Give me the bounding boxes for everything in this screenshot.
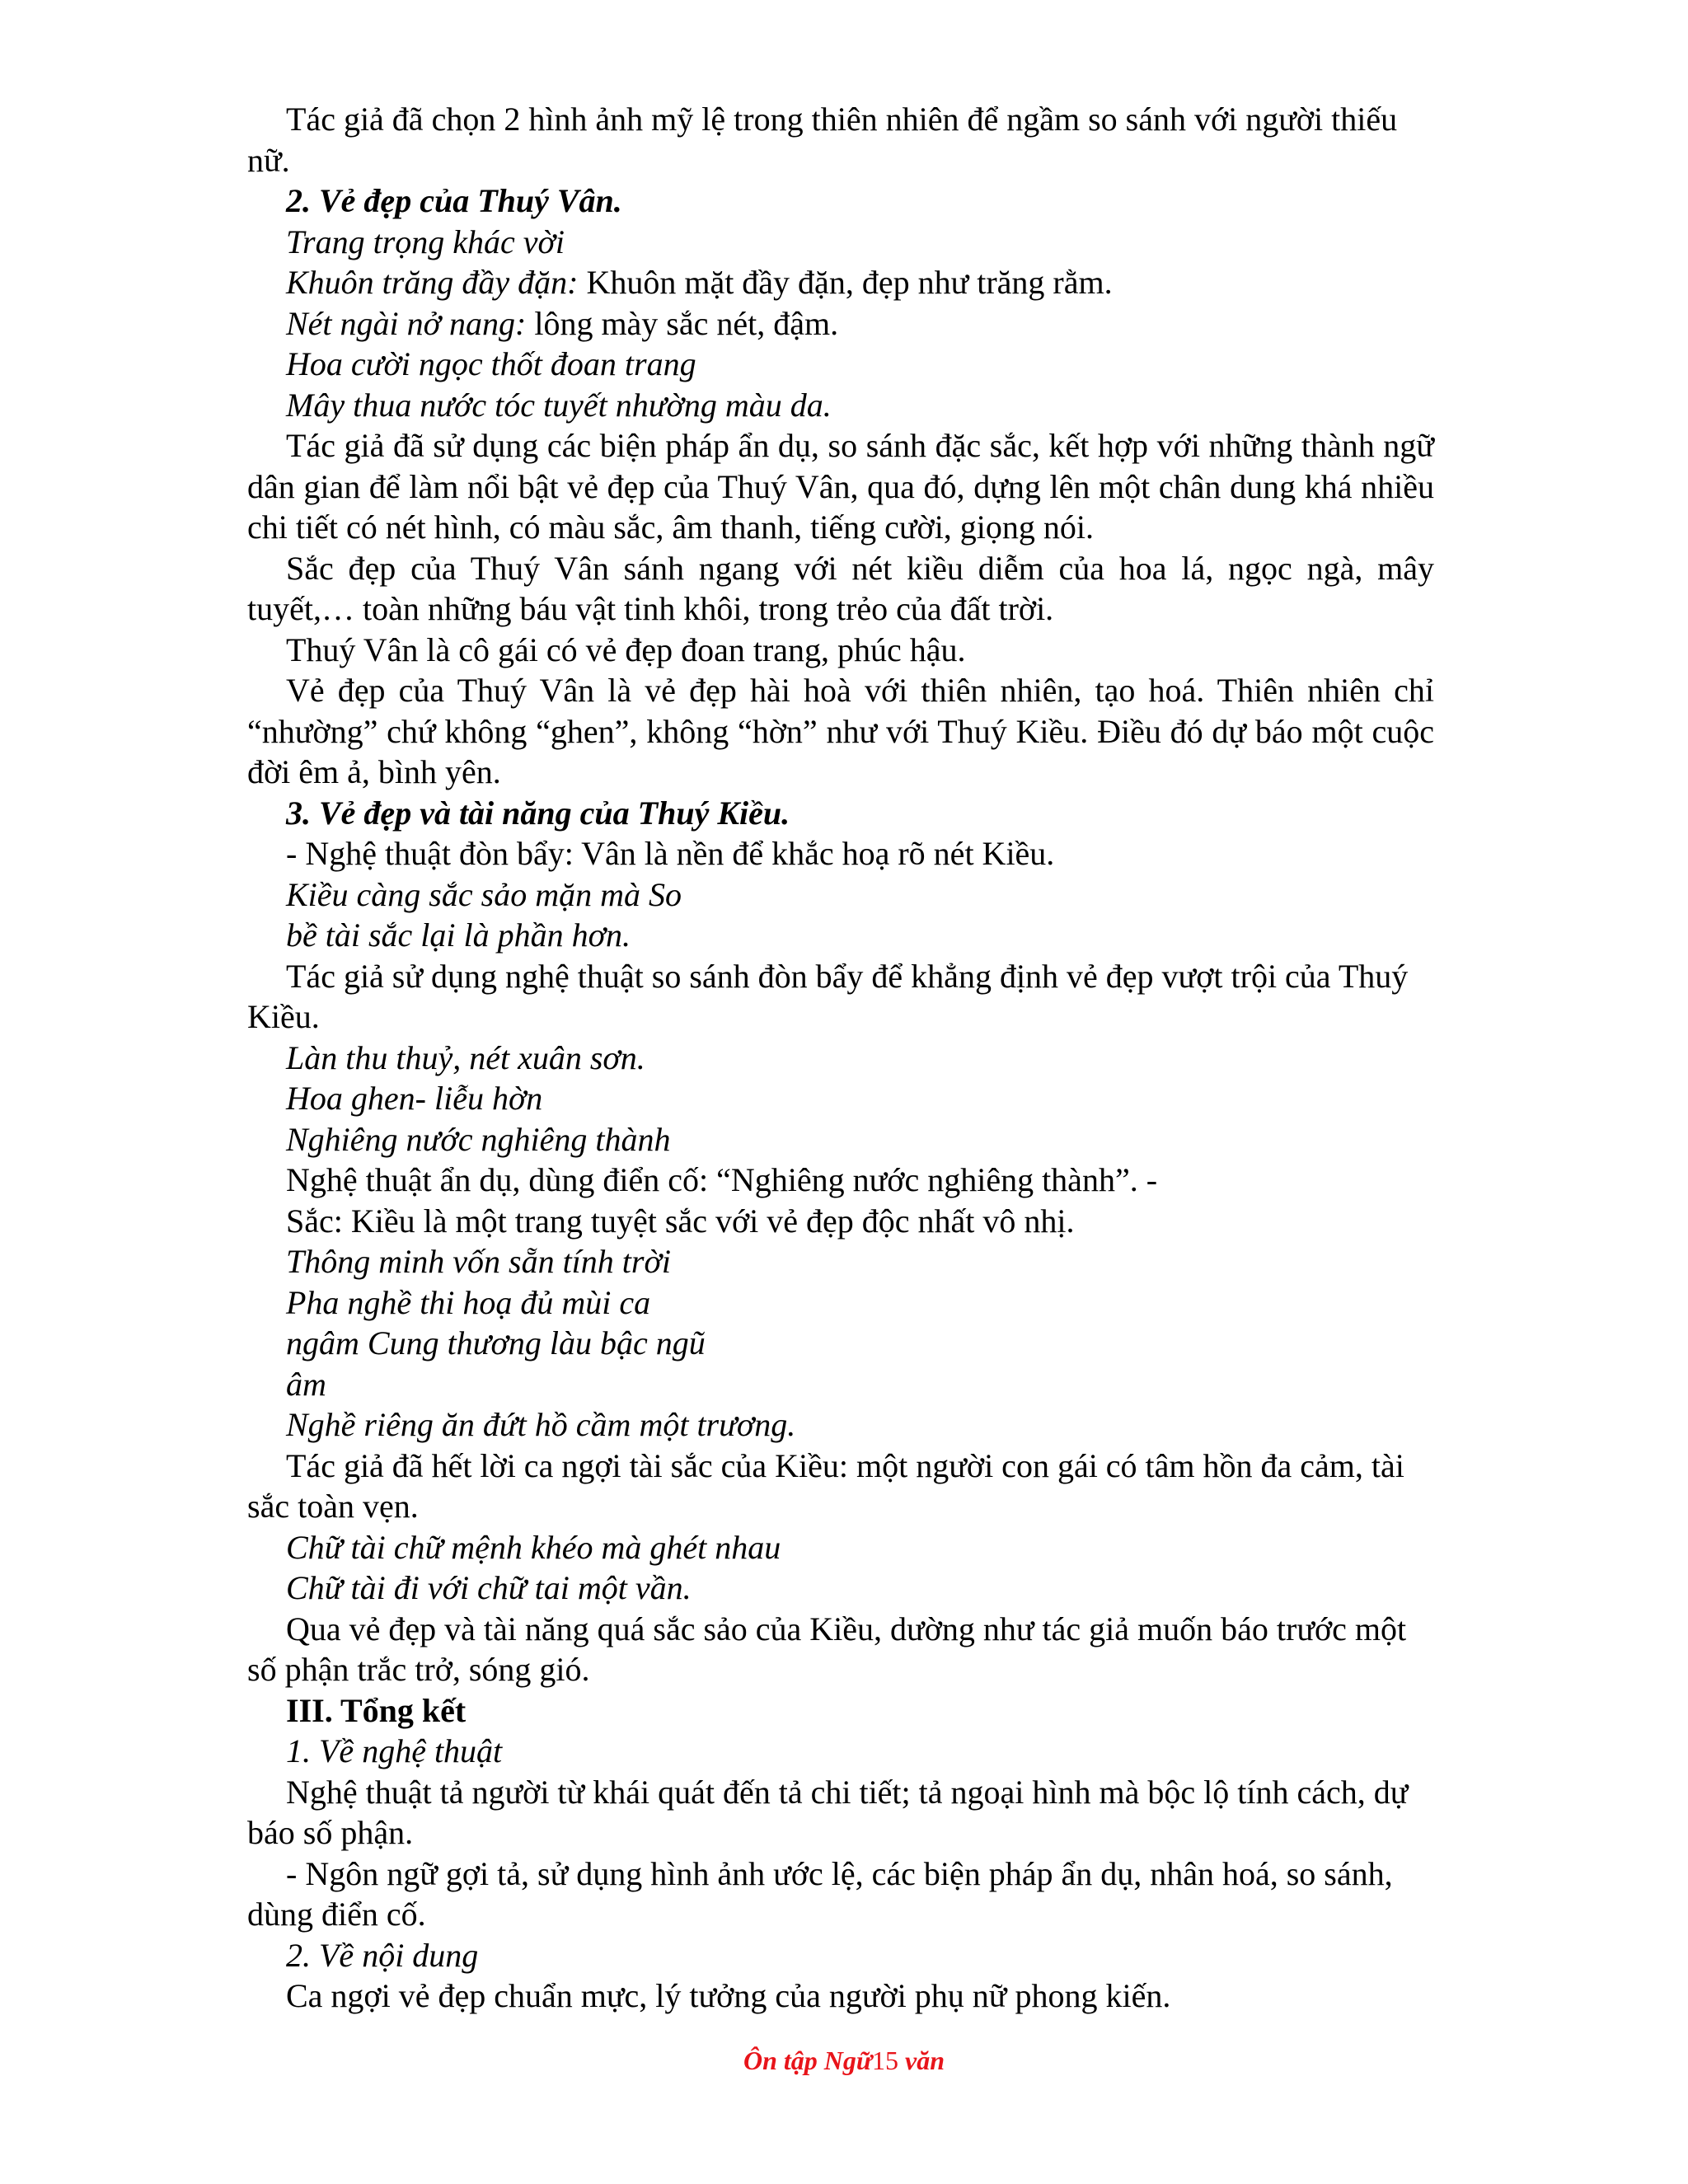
paragraph: Tác giả đã sử dụng các biện pháp ẩn dụ, so sánh đặc sắc, kết hợp với những thành ngữ dân gian để làm nổi bật vẻ đẹp của Thuý Vân, qua đó, dựng lên một chân dung khá nhiều chi tiết có nét hình, có màu sắc, âm thanh, tiếng cười, giọng nói. <box>247 427 1434 546</box>
verse-explanation: Khuôn mặt đầy đặn, đẹp như trăng rằm. <box>578 264 1113 301</box>
verse-fragment: Nét ngài nở nang: <box>286 304 527 342</box>
page-footer <box>0 2044 1688 2077</box>
verse-fragment: Khuôn trăng đầy đặn: <box>286 264 579 301</box>
paragraph: Tác giả đã hết lời ca ngợi tài sắc của Kiều: một người con gái có tâm hồn đa cảm, tài sắc toàn vẹn. <box>247 1446 1404 1525</box>
paragraph: Tác giả đã chọn 2 hình ảnh mỹ lệ trong thiên nhiên để ngầm so sánh với người thiếu nữ. <box>247 101 1398 179</box>
paragraph: Sắc: Kiều là một trang tuyệt sắc với vẻ đẹp độc nhất vô nhị. <box>286 1202 1075 1240</box>
paragraph: Qua vẻ đẹp và tài năng quá sắc sảo của Kiều, dường như tác giả muốn báo trước một số phận trắc trở, sóng gió. <box>247 1610 1407 1688</box>
verse-line: Thông minh vốn sẵn tính trời <box>286 1243 671 1280</box>
paragraph: Vẻ đẹp của Thuý Vân là vẻ đẹp hài hoà với thiên nhiên, tạo hoá. Thiên nhiên chỉ “nhường” chứ không “ghen”, không “hờn” như với Thuý Kiều. Điều đó dự báo một cuộc đời êm ả, bình yên. <box>247 672 1434 790</box>
verse-line: Pha nghề thi hoạ đủ mùi ca <box>286 1283 651 1321</box>
paragraph: Ca ngợi vẻ đẹp chuẩn mực, lý tưởng của người phụ nữ phong kiến. <box>286 1977 1171 2014</box>
footer-title-left: Ôn tập Ngữ <box>743 2046 873 2075</box>
paragraph: Tác giả sử dụng nghệ thuật so sánh đòn bẩy để khẳng định vẻ đẹp vượt trội của Thuý Kiều. <box>247 957 1409 1035</box>
verse-explanation: lông mày sắc nét, đậm. <box>526 304 839 342</box>
subsection-heading-content: 2. Về nội dung <box>286 1936 479 1974</box>
paragraph: - Ngôn ngữ gợi tả, sử dụng hình ảnh ước lệ, các biện pháp ẩn dụ, nhân hoá, so sánh, dùng điển cố. <box>247 1854 1393 1933</box>
verse-line: Nghiêng nước nghiêng thành <box>286 1120 671 1158</box>
page-number: 15 <box>872 2046 899 2075</box>
verse-line: âm <box>286 1365 326 1403</box>
paragraph: Nghệ thuật tả người từ khái quát đến tả chi tiết; tả ngoại hình mà bộc lộ tính cách, dự báo số phận. <box>247 1773 1409 1851</box>
section-heading-summary: III. Tổng kết <box>286 1691 467 1729</box>
section-heading-thuy-kieu: 3. Vẻ đẹp và tài năng của Thuý Kiều. <box>286 794 790 832</box>
verse-line: Nghề riêng ăn đứt hồ cầm một trương. <box>286 1406 796 1443</box>
paragraph: - Nghệ thuật đòn bẩy: Vân là nền để khắc hoạ rõ nét Kiều. <box>286 835 1055 872</box>
paragraph: Nghệ thuật ẩn dụ, dùng điển cố: “Nghiêng nước nghiêng thành”. - <box>286 1161 1158 1198</box>
verse-line: Mây thua nước tóc tuyết nhường màu da. <box>286 386 832 424</box>
subsection-heading-art: 1. Về nghệ thuật <box>286 1732 503 1769</box>
verse-line: ngâm Cung thương làu bậc ngũ <box>286 1324 706 1361</box>
verse-line: Làn thu thuỷ, nét xuân sơn. <box>286 1038 645 1076</box>
paragraph: Thuý Vân là cô gái có vẻ đẹp đoan trang, phúc hậu. <box>286 630 966 668</box>
verse-line-annotated <box>247 262 1434 303</box>
footer-title-right: văn <box>898 2046 945 2075</box>
paragraph: Sắc đẹp của Thuý Vân sánh ngang với nét kiều diễm của hoa lá, ngọc ngà, mây tuyết,… toàn những báu vật tinh khôi, trong trẻo của đất trời. <box>247 549 1434 627</box>
verse-line: Trang trọng khác vời <box>286 223 565 260</box>
verse-line-annotated <box>247 303 1434 344</box>
verse-line: Hoa cười ngọc thốt đoan trang <box>286 345 696 382</box>
verse-line: bề tài sắc lại là phần hơn. <box>286 916 631 954</box>
verse-line: Kiều càng sắc sảo mặn mà So <box>286 875 682 913</box>
section-heading-thuy-van: 2. Vẻ đẹp của Thuý Vân. <box>286 182 622 219</box>
document-page <box>247 99 1434 2017</box>
verse-line: Hoa ghen- liễu hờn <box>286 1080 543 1117</box>
verse-line: Chữ tài chữ mệnh khéo mà ghét nhau <box>286 1528 781 1566</box>
verse-line: Chữ tài đi với chữ tai một vần. <box>286 1569 692 1606</box>
